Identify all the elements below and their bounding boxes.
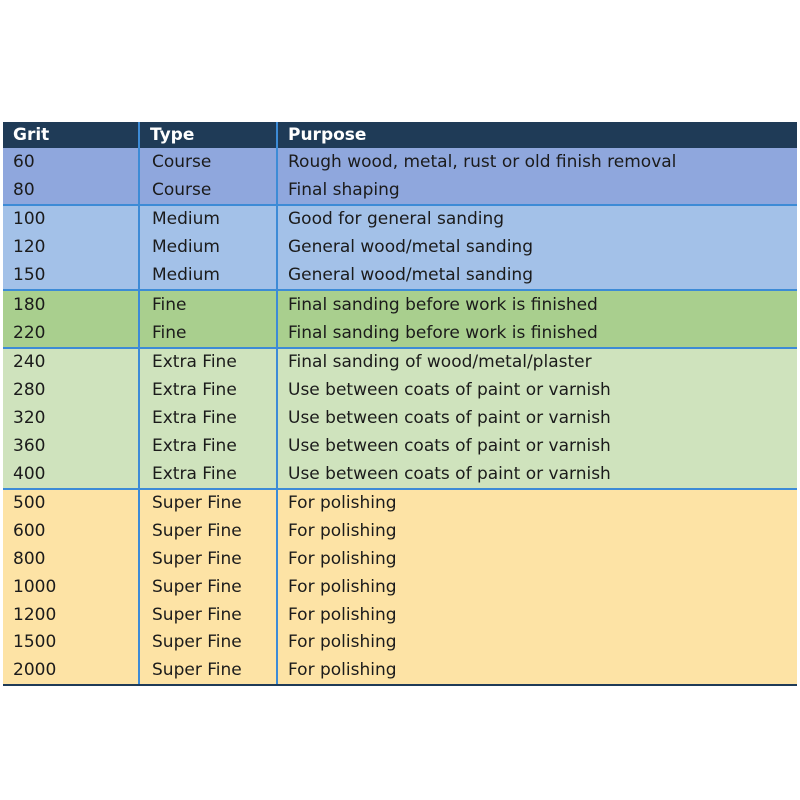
header-purpose: Purpose (277, 122, 797, 148)
table-row (3, 629, 797, 657)
sandpaper-grit-table (3, 122, 797, 686)
purpose-cell: Use between coats of paint or varnish (288, 408, 611, 429)
header-row (3, 122, 797, 148)
type-cell: Medium (139, 205, 277, 234)
type-cell: Extra Fine (139, 348, 277, 377)
purpose-cell: Use between coats of paint or varnish (288, 435, 611, 456)
purpose-cell: For polishing (288, 632, 397, 653)
table-row (3, 376, 797, 404)
purpose-cell: Rough wood, metal, rust or old finish removal (288, 151, 677, 172)
purpose-cell: For polishing (288, 549, 397, 570)
grit-cell: 2000 (3, 656, 139, 685)
table-row (3, 573, 797, 601)
grit-cell: 1200 (3, 601, 139, 629)
table-row (3, 176, 797, 205)
table-row (3, 460, 797, 489)
table-row (3, 432, 797, 460)
table-row (3, 656, 797, 685)
grit-cell: 120 (3, 233, 139, 261)
table-row (3, 205, 797, 234)
type-cell: Extra Fine (139, 460, 277, 489)
grit-cell: 320 (3, 404, 139, 432)
grit-cell: 800 (3, 545, 139, 573)
purpose-cell: General wood/metal sanding (288, 265, 533, 286)
type-cell: Fine (139, 290, 277, 319)
table-row (3, 404, 797, 432)
table-row (3, 233, 797, 261)
grit-cell: 360 (3, 432, 139, 460)
table-row (3, 545, 797, 573)
grit-cell: 60 (3, 148, 139, 176)
table-row (3, 601, 797, 629)
table-row (3, 517, 797, 545)
purpose-cell: For polishing (288, 521, 397, 542)
type-cell: Fine (139, 319, 277, 348)
type-cell: Course (139, 176, 277, 205)
table-row (3, 319, 797, 348)
grit-cell: 280 (3, 376, 139, 404)
purpose-cell: General wood/metal sanding (288, 237, 533, 258)
type-cell: Super Fine (139, 517, 277, 545)
purpose-cell: Final shaping (288, 179, 400, 200)
type-cell: Course (139, 148, 277, 176)
purpose-cell: For polishing (277, 489, 797, 518)
table-row (3, 290, 797, 319)
type-cell: Medium (139, 261, 277, 290)
table-row (3, 261, 797, 290)
table-row (3, 148, 797, 176)
purpose-cell: For polishing (288, 604, 397, 625)
purpose-cell: Good for general sanding (277, 205, 797, 234)
purpose-cell: Use between coats of paint or varnish (288, 463, 611, 484)
type-cell: Medium (139, 233, 277, 261)
purpose-cell: Final sanding of wood/metal/plaster (277, 348, 797, 377)
table-row (3, 489, 797, 518)
grit-cell: 220 (3, 319, 139, 348)
table-row (3, 348, 797, 377)
purpose-cell: For polishing (277, 656, 797, 685)
grit-cell: 1000 (3, 573, 139, 601)
header-grit: Grit (3, 122, 139, 148)
type-cell: Super Fine (139, 573, 277, 601)
grit-cell: 500 (3, 489, 139, 518)
type-cell: Extra Fine (139, 432, 277, 460)
grit-cell: 240 (3, 348, 139, 377)
grit-cell: 80 (3, 176, 139, 205)
purpose-cell: Final sanding before work is finished (288, 322, 598, 343)
grit-cell: 180 (3, 290, 139, 319)
grit-cell: 100 (3, 205, 139, 234)
purpose-cell: For polishing (288, 576, 397, 597)
grit-cell: 600 (3, 517, 139, 545)
type-cell: Extra Fine (139, 404, 277, 432)
purpose-cell: Use between coats of paint or varnish (288, 380, 611, 401)
type-cell: Super Fine (139, 489, 277, 518)
purpose-cell: Final sanding before work is finished (277, 290, 797, 319)
grit-cell: 400 (3, 460, 139, 489)
type-cell: Super Fine (139, 601, 277, 629)
type-cell: Super Fine (139, 545, 277, 573)
grit-cell: 1500 (3, 629, 139, 657)
grit-cell: 150 (3, 261, 139, 290)
type-cell: Extra Fine (139, 376, 277, 404)
table-body (3, 148, 797, 685)
type-cell: Super Fine (139, 629, 277, 657)
table-header (3, 122, 797, 148)
type-cell: Super Fine (139, 656, 277, 685)
header-type: Type (139, 122, 277, 148)
